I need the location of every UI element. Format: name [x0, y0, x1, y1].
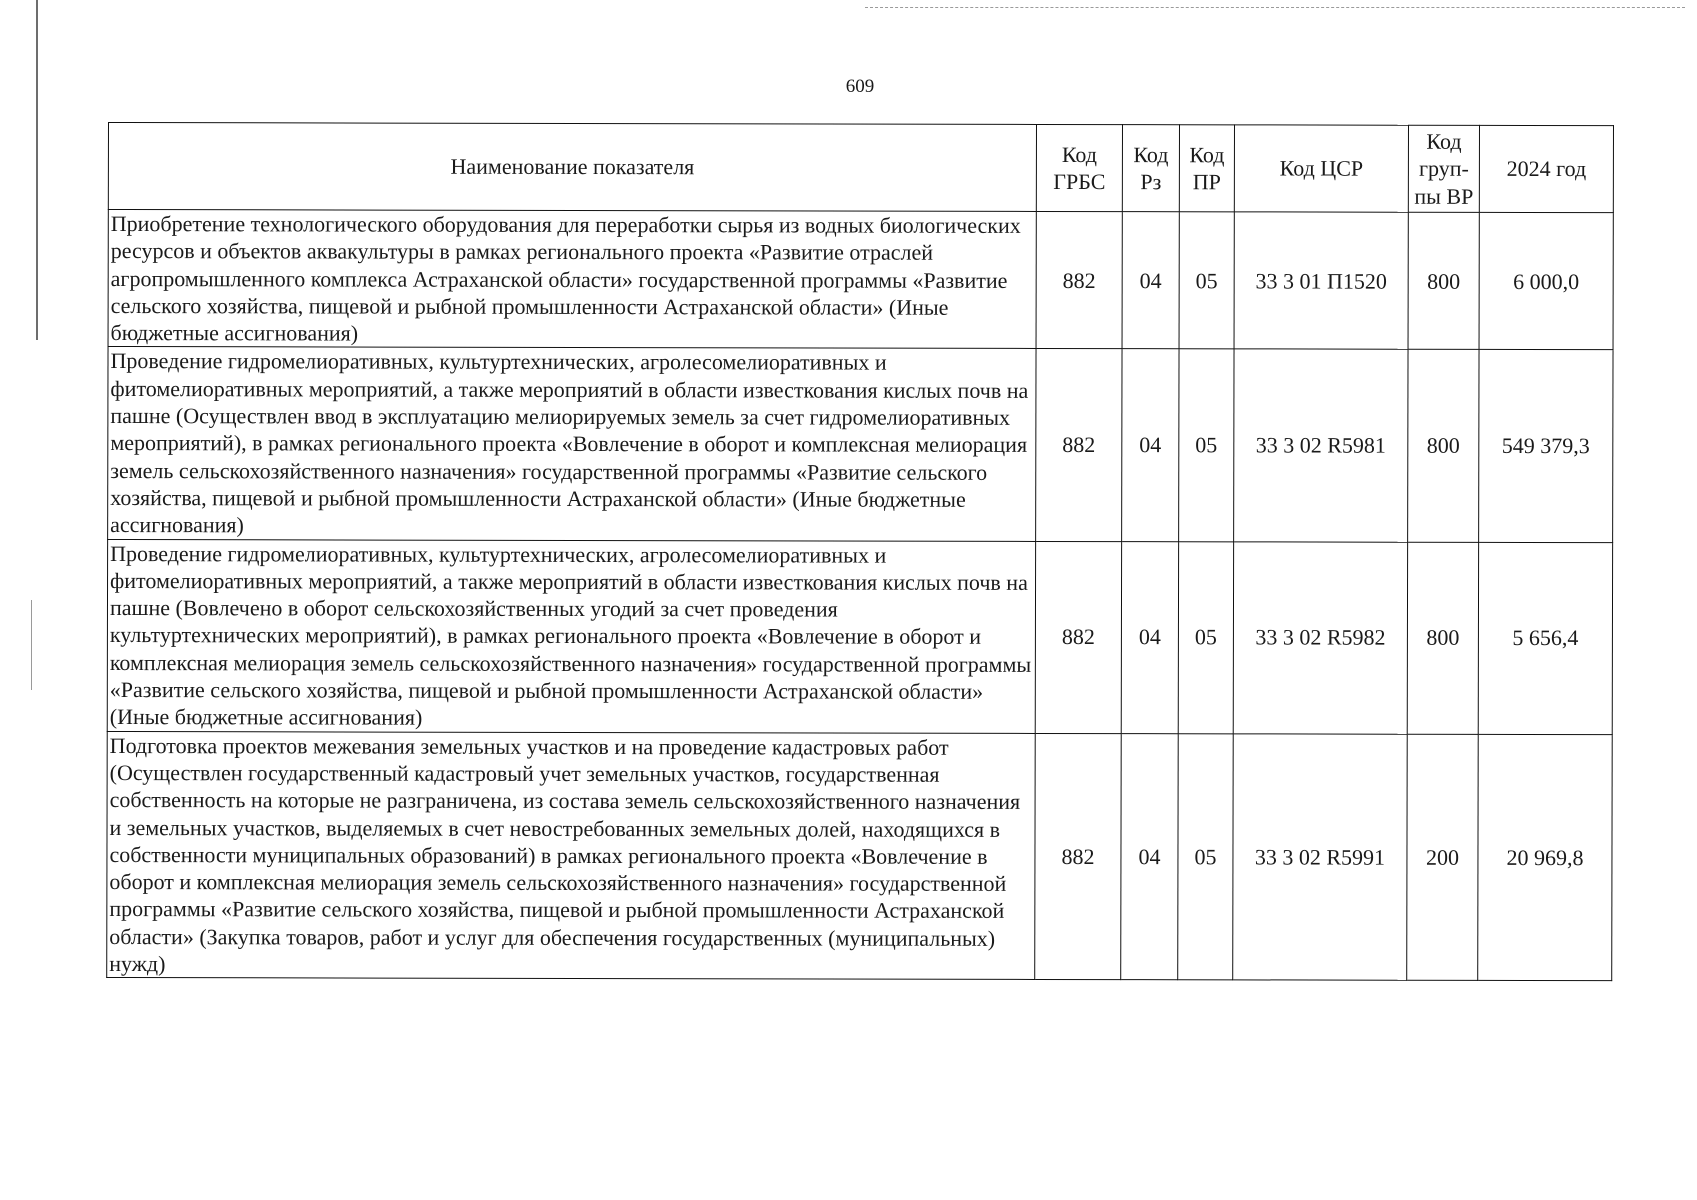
row-csr-code: 33 3 02 R5991	[1233, 733, 1408, 980]
scan-edge-top	[865, 7, 1685, 8]
row-pr-code: 05	[1179, 349, 1234, 541]
table-header-row	[108, 123, 1613, 213]
header-grbs-code: Код ГРБС	[1036, 124, 1122, 211]
row-rz-code: 04	[1122, 212, 1179, 350]
row-rz-code: 04	[1122, 349, 1179, 541]
row-pr-code: 05	[1179, 212, 1234, 350]
header-csr-code: Код ЦСР	[1234, 125, 1408, 212]
header-vr-group-code: Код груп-пы ВР	[1408, 125, 1479, 212]
scan-edge-mark	[31, 600, 32, 690]
table-row	[108, 347, 1613, 542]
row-rz-code: 04	[1121, 733, 1179, 980]
row-amount-2024: 20 969,8	[1478, 734, 1613, 981]
row-grbs-code: 882	[1035, 733, 1122, 980]
row-csr-code: 33 3 02 R5982	[1233, 541, 1407, 733]
row-pr-code: 05	[1178, 733, 1234, 980]
row-amount-2024: 549 379,3	[1479, 350, 1613, 542]
row-indicator-name: Подготовка проектов межевания земельных участков и на проведение кадастровых работ (Осуществлен государственный кадастровый учет земельных участков, государственная собственность на которые не разграничена, из состава земель сельскохозяйственного назначения и земельных участков, выделяемых в счет невостребованных земельных долей, находящихся в собственности муниципальных образований) в рамках регионального проекта «Вовлечение в оборот и комплексная мелиорация земель сельскохозяйственного назначения» государственной программы «Развитие сельского хозяйства, пищевой и рыбной промышленности Астраханской области» (Закупка товаров, работ и услуг для обеспечения государственных (муниципальных) нужд)	[107, 731, 1036, 980]
row-amount-2024: 6 000,0	[1479, 212, 1613, 350]
row-amount-2024: 5 656,4	[1478, 542, 1612, 734]
table-row	[108, 210, 1613, 351]
row-indicator-name: Проведение гидромелиоративных, культуртехнических, агролесомелиоративных и фитомелиоративных мероприятий, а также мероприятий в области известкования кислых почв на пашне (Вовлечено в оборот сельскохозяйственных угодий за счет проведения культуртехнических мероприятий), в рамках регионального проекта «Вовлечение в оборот и комплексная мелиорация земель сельскохозяйственного назначения» государственной программы «Развитие сельского хозяйства, пищевой и рыбной промышленности Астраханской области» (Иные бюджетные ассигнования)	[107, 539, 1035, 733]
row-vr-group-code: 800	[1408, 350, 1479, 542]
header-indicator-name: Наименование показателя	[108, 123, 1036, 212]
table-row	[107, 539, 1612, 734]
row-vr-group-code: 800	[1408, 212, 1479, 350]
row-indicator-name: Проведение гидромелиоративных, культуртехнических, агролесомелиоративных и фитомелиоративных мероприятий, а также мероприятий в области известкования кислых почв на пашне (Осуществлен ввод в эксплуатацию мелиорируемых земель за счет гидромелиоративных мероприятий), в рамках регионального проекта «Вовлечение в оборот и комплексная мелиорация земель сельскохозяйственного назначения» государственной программы «Развитие сельского хозяйства, пищевой и рыбной промышленности Астраханской области» (Иные бюджетные ассигнования)	[108, 347, 1036, 541]
page-number: 609	[845, 76, 875, 97]
header-year-2024: 2024 год	[1479, 125, 1613, 212]
scan-edge-left	[36, 0, 38, 340]
row-grbs-code: 882	[1036, 349, 1122, 541]
row-vr-group-code: 200	[1407, 734, 1479, 981]
row-csr-code: 33 3 02 R5981	[1234, 349, 1408, 541]
budget-table	[106, 122, 1614, 981]
header-pr-code: Код ПР	[1179, 125, 1234, 212]
row-rz-code: 04	[1121, 541, 1178, 733]
row-grbs-code: 882	[1035, 541, 1121, 733]
table-row	[107, 731, 1613, 981]
row-grbs-code: 882	[1036, 211, 1122, 349]
row-csr-code: 33 3 01 П1520	[1234, 212, 1408, 350]
header-rz-code: Код Рз	[1122, 125, 1179, 212]
row-vr-group-code: 800	[1407, 542, 1478, 734]
row-indicator-name: Приобретение технологического оборудования для переработки сырья из водных биологических ресурсов и объектов аквакультуры в рамках регионального проекта «Развитие отраслей агропромышленного комплекса Астраханской области» государственной программы «Развитие сельского хозяйства, пищевой и рыбной промышленности Астраханской области» (Иные бюджетные ассигнования)	[108, 210, 1036, 349]
row-pr-code: 05	[1178, 541, 1233, 733]
